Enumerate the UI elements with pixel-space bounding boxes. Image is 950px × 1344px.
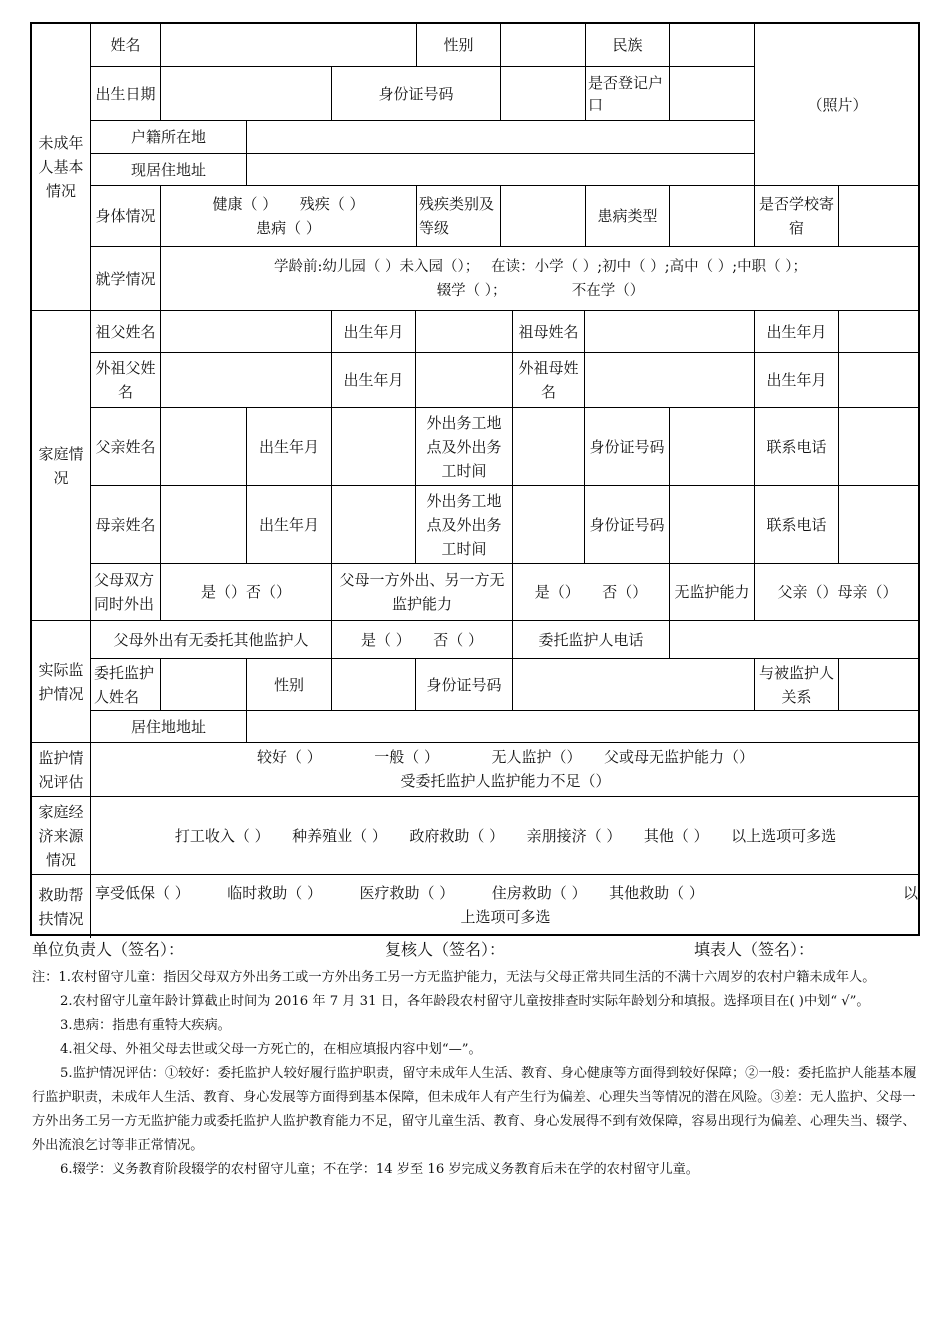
birth-date-field[interactable]: [160, 66, 331, 120]
mother-name-label: 母亲姓名: [90, 485, 160, 563]
both-away-options[interactable]: 是（）否（）: [160, 563, 331, 620]
maternal-grandmother-birth-field[interactable]: [838, 352, 920, 407]
father-work-field[interactable]: [512, 407, 584, 485]
mother-birth-field[interactable]: [331, 485, 415, 563]
note-item: 5.监护情况评估：①较好：委托监护人较好履行监护职责，留守未成年人生活、教育、身心健康等方面得到较好保障；②一般：委托监护人能基本履行监护职责，未成年人生活、教育、身心发展等方面得到基本保障，但未成年人有产生行为偏差、心理失当等情况的潜在风险。③差：无人监护、父母一方外出务工另一方无监护能力或委托监护人监护教育能力不足，留守儿童生活、教育、身心发展得不到有效保障，容易出现行为偏差、心理失当、辍学、外出流浪乞讨等非正常情况。: [32, 1066, 917, 1153]
registration-form: [30, 22, 920, 936]
photo-box[interactable]: （照片）: [754, 24, 920, 185]
grandfather-birth-field[interactable]: [415, 310, 512, 352]
entrusted-name-label: 委托监护人姓名: [90, 658, 160, 710]
ethnicity-label: 民族: [585, 24, 669, 66]
household-location-label: 户籍所在地: [90, 120, 246, 153]
entrusted-gender-field[interactable]: [331, 658, 415, 710]
grandfather-name-label: 祖父姓名: [90, 310, 160, 352]
economy-options[interactable]: 打工收入（ ） 种养殖业（ ） 政府救助（ ） 亲朋接济（ ） 其他（ ） 以上选项可多选: [90, 796, 920, 874]
grandfather-birth-label: 出生年月: [331, 310, 415, 352]
father-id-label: 身份证号码: [584, 407, 669, 485]
entrusted-phone-label: 委托监护人电话: [512, 620, 669, 658]
name-label: 姓名: [90, 24, 160, 66]
gender-field[interactable]: [500, 24, 585, 66]
maternal-grandfather-name-label: 外祖父姓名: [90, 352, 160, 407]
note-item: 2.农村留守儿童年龄计算截止时间为 2016 年 7 月 31 日，各年龄段农村留守儿童按排查时实际年龄划分和填报。选择项目在( )中划“ √”。: [60, 994, 870, 1009]
boarding-label: 是否学校寄宿: [754, 185, 838, 246]
no-capacity-options[interactable]: 父亲（）母亲（）: [754, 563, 920, 620]
unit-head-signature[interactable]: 单位负责人（签名）：: [32, 940, 185, 959]
no-entrust-label: 父母外出有无委托其他监护人: [90, 620, 331, 658]
grandmother-birth-field[interactable]: [838, 310, 920, 352]
no-entrust-options[interactable]: 是（ ） 否（ ）: [331, 620, 512, 658]
relation-label: 与被监护人关系: [754, 658, 838, 710]
section-economy-label: 家庭经济来源情况: [32, 796, 90, 874]
physical-label: 身体情况: [90, 185, 160, 246]
address-label: 居住地地址: [90, 710, 246, 742]
father-id-field[interactable]: [669, 407, 754, 485]
entrusted-gender-label: 性别: [246, 658, 331, 710]
note-item: 注：1.农村留守儿童：指因父母双方外出务工或一方外出务工另一方无监护能力，无法与父母正常共同生活的不满十六周岁的农村户籍未成年人。: [32, 970, 876, 985]
father-birth-field[interactable]: [331, 407, 415, 485]
aid-line1-end: 以: [902, 884, 918, 902]
schooling-options-line1: 学龄前:幼儿园（ ）未入园（）； 在读：小学（ ）;初中（ ）;高中（ ）;中职（ ）；: [274, 259, 807, 275]
filler-signature[interactable]: 填表人（签名）：: [694, 940, 815, 959]
disability-type-field[interactable]: [500, 185, 585, 246]
schooling-options[interactable]: [160, 246, 920, 310]
note-item: 6.辍学：义务教育阶段辍学的农村留守儿童；不在学：14 岁至 16 岁完成义务教育后未在学的农村留守儿童。: [60, 1162, 699, 1177]
current-address-label: 现居住地址: [90, 153, 246, 185]
father-name-field[interactable]: [160, 407, 246, 485]
note-item: 3.患病：指患有重特大疾病。: [60, 1018, 231, 1033]
aid-line1: [91, 881, 920, 905]
one-away-label: 父母一方外出、另一方无监护能力: [331, 563, 512, 620]
note-item: 4.祖父母、外祖父母去世或父母一方死亡的，在相应填报内容中划“—”。: [60, 1042, 482, 1057]
assessment-line2: 受委托监护人监护能力不足（）: [400, 772, 611, 790]
grandmother-name-field[interactable]: [584, 310, 754, 352]
schooling-label: 就学情况: [90, 246, 160, 310]
mother-work-field[interactable]: [512, 485, 584, 563]
maternal-grandmother-name-field[interactable]: [584, 352, 754, 407]
maternal-grandfather-birth-label: 出生年月: [331, 352, 415, 407]
reviewer-signature[interactable]: 复核人（签名）：: [385, 940, 506, 959]
father-work-label: 外出务工地点及外出务工时间: [415, 407, 512, 485]
section-aid-label: 救助帮扶情况: [32, 874, 90, 938]
father-phone-label: 联系电话: [754, 407, 838, 485]
mother-id-label: 身份证号码: [584, 485, 669, 563]
name-field[interactable]: [160, 24, 416, 66]
physical-options-line1: 健康（ ） 残疾（ ）: [212, 195, 365, 213]
grandmother-name-label: 祖母姓名: [512, 310, 584, 352]
hukou-registered-field[interactable]: [669, 66, 754, 120]
father-birth-label: 出生年月: [246, 407, 331, 485]
assessment-options[interactable]: [90, 742, 920, 796]
grandmother-birth-label: 出生年月: [754, 310, 838, 352]
section-basic-label: 未成年人基本情况: [38, 134, 84, 200]
maternal-grandmother-name-label: 外祖母姓名: [512, 352, 584, 407]
notes: [32, 966, 920, 1182]
mother-phone-field[interactable]: [838, 485, 920, 563]
aid-line2: 上选项可多选: [460, 908, 551, 926]
maternal-grandmother-birth-label: 出生年月: [754, 352, 838, 407]
id-number-label: 身份证号码: [331, 66, 500, 120]
address-field[interactable]: [246, 710, 920, 742]
boarding-field[interactable]: [838, 185, 920, 246]
mother-birth-label: 出生年月: [246, 485, 331, 563]
entrusted-name-field[interactable]: [160, 658, 246, 710]
gender-label: 性别: [416, 24, 500, 66]
illness-type-field[interactable]: [669, 185, 754, 246]
entrusted-id-label: 身份证号码: [415, 658, 512, 710]
id-number-field[interactable]: [500, 66, 585, 120]
ethnicity-field[interactable]: [669, 24, 754, 66]
mother-work-label: 外出务工地点及外出务工时间: [415, 485, 512, 563]
signature-row: [32, 937, 918, 961]
hukou-registered-label: 是否登记户口: [585, 66, 669, 120]
father-name-label: 父亲姓名: [90, 407, 160, 485]
household-location-field[interactable]: [246, 120, 754, 153]
father-phone-field[interactable]: [838, 407, 920, 485]
mother-name-field[interactable]: [160, 485, 246, 563]
physical-options-line2: 患病（ ）: [256, 219, 321, 237]
section-family-label: 家庭情况: [32, 310, 90, 620]
entrusted-phone-field[interactable]: [669, 620, 920, 658]
grandfather-name-field[interactable]: [160, 310, 331, 352]
maternal-grandfather-name-field[interactable]: [160, 352, 331, 407]
birth-date-label: 出生日期: [90, 66, 160, 120]
mother-id-field[interactable]: [669, 485, 754, 563]
physical-options[interactable]: [160, 185, 416, 246]
illness-type-label: 患病类型: [585, 185, 669, 246]
no-capacity-label: 无监护能力: [669, 563, 754, 620]
entrusted-id-field[interactable]: [512, 658, 754, 710]
schooling-options-line2: 辍学（ ）； 不在学（）: [436, 283, 645, 299]
one-away-options[interactable]: 是（） 否（）: [512, 563, 669, 620]
mother-phone-label: 联系电话: [754, 485, 838, 563]
current-address-field[interactable]: [246, 153, 754, 185]
section-guardian-label: 实际监护情况: [32, 620, 90, 742]
both-away-label: 父母双方同时外出: [90, 563, 160, 620]
assessment-line1: 较好（ ） 一般（ ） 无人监护（） 父或母无监护能力（）: [256, 748, 755, 766]
aid-options[interactable]: [90, 874, 920, 938]
disability-type-label: 残疾类别及等级: [416, 185, 500, 246]
aid-line1-text: 享受低保（ ） 临时救助（ ） 医疗救助（ ） 住房救助（ ） 其他救助（ ）: [95, 884, 704, 902]
relation-field[interactable]: [838, 658, 920, 710]
maternal-grandfather-birth-field[interactable]: [415, 352, 512, 407]
section-assess-label: 监护情况评估: [32, 742, 90, 796]
